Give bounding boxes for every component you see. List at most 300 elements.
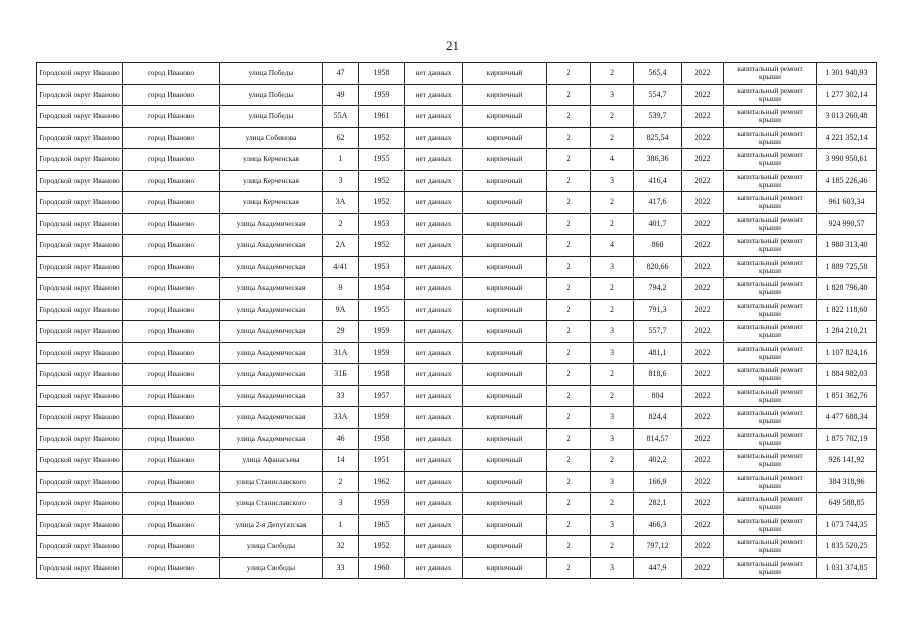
- cell-work-type: капитальный ремонт крыши: [724, 84, 817, 106]
- cell-commission-year: нет данных: [405, 106, 463, 128]
- cell-wall-material: кирпичный: [463, 256, 547, 278]
- cell-build-year: 1957: [359, 385, 405, 407]
- table-row: [37, 63, 877, 85]
- cell-entrances: 3: [591, 84, 634, 106]
- cell-work-type: капитальный ремонт крыши: [724, 63, 817, 85]
- cell-street: улица Афанасьева: [220, 450, 323, 472]
- cell-work-type: капитальный ремонт крыши: [724, 321, 817, 343]
- cell-commission-year: нет данных: [405, 536, 463, 558]
- cell-entrances: 2: [591, 106, 634, 128]
- cell-work-type: капитальный ремонт крыши: [724, 278, 817, 300]
- cell-work-type: капитальный ремонт крыши: [724, 471, 817, 493]
- cell-commission-year: нет данных: [405, 514, 463, 536]
- cell-work-type: капитальный ремонт крыши: [724, 342, 817, 364]
- cell-area: 554,7: [634, 84, 682, 106]
- cell-build-year: 1953: [359, 256, 405, 278]
- table-row: [37, 407, 877, 429]
- cell-settlement: город Иваново: [123, 493, 220, 515]
- cell-house-number: 62: [323, 127, 359, 149]
- cell-commission-year: нет данных: [405, 364, 463, 386]
- cell-municipality: Городской округ Иваново: [37, 364, 123, 386]
- cell-build-year: 1955: [359, 299, 405, 321]
- cell-street: улица Победы: [220, 84, 323, 106]
- cell-plan-year: 2022: [682, 385, 724, 407]
- cell-cost: 4 185 226,46: [817, 170, 877, 192]
- cell-street: улица Станиславского: [220, 471, 323, 493]
- cell-build-year: 1958: [359, 364, 405, 386]
- cell-entrances: 3: [591, 428, 634, 450]
- cell-street: улица 2-я Депутатская: [220, 514, 323, 536]
- cell-street: улица Свободы: [220, 557, 323, 579]
- cell-entrances: 2: [591, 127, 634, 149]
- cell-municipality: Городской округ Иваново: [37, 278, 123, 300]
- cell-street: улица Академическая: [220, 428, 323, 450]
- cell-commission-year: нет данных: [405, 84, 463, 106]
- cell-floors: 2: [547, 536, 591, 558]
- cell-street: улица Академическая: [220, 342, 323, 364]
- cell-settlement: город Иваново: [123, 127, 220, 149]
- cell-work-type: капитальный ремонт крыши: [724, 235, 817, 257]
- cell-municipality: Городской округ Иваново: [37, 170, 123, 192]
- cell-wall-material: кирпичный: [463, 106, 547, 128]
- cell-house-number: 3: [323, 170, 359, 192]
- cell-wall-material: кирпичный: [463, 342, 547, 364]
- cell-wall-material: кирпичный: [463, 321, 547, 343]
- cell-area: 860: [634, 235, 682, 257]
- cell-settlement: город Иваново: [123, 149, 220, 171]
- cell-street: улица Академическая: [220, 299, 323, 321]
- cell-street: улица Академическая: [220, 256, 323, 278]
- cell-floors: 2: [547, 63, 591, 85]
- cell-plan-year: 2022: [682, 84, 724, 106]
- cell-wall-material: кирпичный: [463, 364, 547, 386]
- cell-municipality: Городской округ Иваново: [37, 407, 123, 429]
- cell-area: 794,2: [634, 278, 682, 300]
- cell-build-year: 1959: [359, 493, 405, 515]
- cell-entrances: 3: [591, 321, 634, 343]
- table-body: [37, 63, 877, 579]
- table-row: [37, 450, 877, 472]
- table-row: [37, 127, 877, 149]
- cell-municipality: Городской округ Иваново: [37, 536, 123, 558]
- cell-entrances: 3: [591, 256, 634, 278]
- cell-entrances: 2: [591, 192, 634, 214]
- cell-wall-material: кирпичный: [463, 278, 547, 300]
- cell-settlement: город Иваново: [123, 536, 220, 558]
- cell-plan-year: 2022: [682, 514, 724, 536]
- cell-build-year: 1962: [359, 471, 405, 493]
- cell-floors: 2: [547, 407, 591, 429]
- cell-cost: 1 835 520,25: [817, 536, 877, 558]
- cell-municipality: Городской округ Иваново: [37, 256, 123, 278]
- cell-plan-year: 2022: [682, 278, 724, 300]
- cell-entrances: 2: [591, 364, 634, 386]
- cell-house-number: 14: [323, 450, 359, 472]
- cell-cost: 1 828 796,40: [817, 278, 877, 300]
- cell-commission-year: нет данных: [405, 149, 463, 171]
- cell-build-year: 1965: [359, 514, 405, 536]
- page-number: 21: [446, 38, 459, 53]
- cell-commission-year: нет данных: [405, 299, 463, 321]
- cell-work-type: капитальный ремонт крыши: [724, 514, 817, 536]
- cell-build-year: 1960: [359, 557, 405, 579]
- cell-wall-material: кирпичный: [463, 536, 547, 558]
- cell-area: 166,9: [634, 471, 682, 493]
- cell-commission-year: нет данных: [405, 407, 463, 429]
- cell-area: 416,4: [634, 170, 682, 192]
- cell-cost: 926 141,92: [817, 450, 877, 472]
- cell-commission-year: нет данных: [405, 342, 463, 364]
- cell-house-number: 33А: [323, 407, 359, 429]
- cell-build-year: 1958: [359, 428, 405, 450]
- table-row: [37, 428, 877, 450]
- cell-house-number: 9: [323, 278, 359, 300]
- cell-cost: 1 284 210,21: [817, 321, 877, 343]
- cell-wall-material: кирпичный: [463, 471, 547, 493]
- cell-entrances: 2: [591, 450, 634, 472]
- cell-work-type: капитальный ремонт крыши: [724, 192, 817, 214]
- cell-settlement: город Иваново: [123, 192, 220, 214]
- cell-build-year: 1958: [359, 63, 405, 85]
- table-row: [37, 342, 877, 364]
- cell-municipality: Городской округ Иваново: [37, 192, 123, 214]
- cell-plan-year: 2022: [682, 364, 724, 386]
- cell-cost: 649 588,85: [817, 493, 877, 515]
- cell-municipality: Городской округ Иваново: [37, 514, 123, 536]
- cell-floors: 2: [547, 256, 591, 278]
- cell-floors: 2: [547, 235, 591, 257]
- cell-cost: 1 277 302,14: [817, 84, 877, 106]
- cell-cost: 1 980 313,40: [817, 235, 877, 257]
- cell-work-type: капитальный ремонт крыши: [724, 385, 817, 407]
- cell-build-year: 1952: [359, 170, 405, 192]
- cell-commission-year: нет данных: [405, 278, 463, 300]
- cell-municipality: Городской округ Иваново: [37, 299, 123, 321]
- cell-house-number: 49: [323, 84, 359, 106]
- cell-house-number: 2: [323, 471, 359, 493]
- cell-house-number: 2А: [323, 235, 359, 257]
- cell-house-number: 33: [323, 385, 359, 407]
- cell-build-year: 1952: [359, 536, 405, 558]
- cell-entrances: 3: [591, 342, 634, 364]
- cell-floors: 2: [547, 299, 591, 321]
- cell-work-type: капитальный ремонт крыши: [724, 557, 817, 579]
- cell-build-year: 1952: [359, 127, 405, 149]
- cell-plan-year: 2022: [682, 428, 724, 450]
- cell-floors: 2: [547, 84, 591, 106]
- cell-entrances: 4: [591, 149, 634, 171]
- cell-house-number: 4/41: [323, 256, 359, 278]
- cell-settlement: город Иваново: [123, 84, 220, 106]
- cell-house-number: 47: [323, 63, 359, 85]
- cell-entrances: 3: [591, 557, 634, 579]
- cell-wall-material: кирпичный: [463, 428, 547, 450]
- cell-area: 557,7: [634, 321, 682, 343]
- cell-entrances: 2: [591, 536, 634, 558]
- cell-commission-year: нет данных: [405, 450, 463, 472]
- cell-wall-material: кирпичный: [463, 84, 547, 106]
- cell-area: 818,6: [634, 364, 682, 386]
- cell-floors: 2: [547, 450, 591, 472]
- cell-commission-year: нет данных: [405, 63, 463, 85]
- cell-wall-material: кирпичный: [463, 170, 547, 192]
- cell-street: улица Победы: [220, 63, 323, 85]
- cell-house-number: 31Б: [323, 364, 359, 386]
- cell-commission-year: нет данных: [405, 428, 463, 450]
- cell-cost: 1 031 374,85: [817, 557, 877, 579]
- cell-house-number: 33: [323, 557, 359, 579]
- cell-settlement: город Иваново: [123, 299, 220, 321]
- cell-house-number: 3: [323, 493, 359, 515]
- cell-work-type: капитальный ремонт крыши: [724, 450, 817, 472]
- cell-cost: 4 221 352,14: [817, 127, 877, 149]
- cell-entrances: 3: [591, 407, 634, 429]
- cell-commission-year: нет данных: [405, 471, 463, 493]
- table-row: [37, 84, 877, 106]
- buildings-table: [36, 62, 877, 579]
- table-row: [37, 364, 877, 386]
- cell-wall-material: кирпичный: [463, 192, 547, 214]
- cell-commission-year: нет данных: [405, 256, 463, 278]
- cell-plan-year: 2022: [682, 192, 724, 214]
- cell-house-number: 2: [323, 213, 359, 235]
- cell-municipality: Городской округ Иваново: [37, 557, 123, 579]
- cell-street: улица Академическая: [220, 407, 323, 429]
- cell-work-type: капитальный ремонт крыши: [724, 299, 817, 321]
- cell-area: 825,54: [634, 127, 682, 149]
- cell-area: 814,57: [634, 428, 682, 450]
- cell-street: улица Керченская: [220, 192, 323, 214]
- cell-plan-year: 2022: [682, 170, 724, 192]
- cell-street: улица Собинова: [220, 127, 323, 149]
- cell-wall-material: кирпичный: [463, 127, 547, 149]
- cell-work-type: капитальный ремонт крыши: [724, 256, 817, 278]
- cell-municipality: Городской округ Иваново: [37, 235, 123, 257]
- cell-cost: 4 477 688,34: [817, 407, 877, 429]
- cell-build-year: 1959: [359, 342, 405, 364]
- cell-commission-year: нет данных: [405, 385, 463, 407]
- cell-wall-material: кирпичный: [463, 450, 547, 472]
- cell-plan-year: 2022: [682, 450, 724, 472]
- cell-floors: 2: [547, 149, 591, 171]
- cell-commission-year: нет данных: [405, 213, 463, 235]
- cell-entrances: 2: [591, 278, 634, 300]
- cell-wall-material: кирпичный: [463, 407, 547, 429]
- cell-cost: 1 822 118,60: [817, 299, 877, 321]
- cell-floors: 2: [547, 213, 591, 235]
- table-row: [37, 321, 877, 343]
- cell-area: 386,36: [634, 149, 682, 171]
- cell-house-number: 46: [323, 428, 359, 450]
- cell-plan-year: 2022: [682, 557, 724, 579]
- cell-municipality: Городской округ Иваново: [37, 471, 123, 493]
- cell-entrances: 2: [591, 63, 634, 85]
- cell-build-year: 1961: [359, 106, 405, 128]
- cell-area: 539,7: [634, 106, 682, 128]
- cell-work-type: капитальный ремонт крыши: [724, 428, 817, 450]
- cell-commission-year: нет данных: [405, 557, 463, 579]
- cell-area: 481,1: [634, 342, 682, 364]
- cell-settlement: город Иваново: [123, 278, 220, 300]
- cell-settlement: город Иваново: [123, 213, 220, 235]
- cell-build-year: 1954: [359, 278, 405, 300]
- cell-wall-material: кирпичный: [463, 213, 547, 235]
- cell-street: улица Керченская: [220, 149, 323, 171]
- cell-floors: 2: [547, 428, 591, 450]
- cell-floors: 2: [547, 385, 591, 407]
- cell-plan-year: 2022: [682, 235, 724, 257]
- cell-cost: 384 318,96: [817, 471, 877, 493]
- cell-municipality: Городской округ Иваново: [37, 493, 123, 515]
- cell-area: 466,3: [634, 514, 682, 536]
- cell-municipality: Городской округ Иваново: [37, 385, 123, 407]
- table-row: [37, 278, 877, 300]
- cell-municipality: Городской округ Иваново: [37, 450, 123, 472]
- table-row: [37, 493, 877, 515]
- cell-street: улица Академическая: [220, 213, 323, 235]
- table-row: [37, 149, 877, 171]
- cell-floors: 2: [547, 514, 591, 536]
- cell-street: улица Академическая: [220, 385, 323, 407]
- cell-build-year: 1959: [359, 84, 405, 106]
- cell-plan-year: 2022: [682, 106, 724, 128]
- cell-settlement: город Иваново: [123, 428, 220, 450]
- cell-wall-material: кирпичный: [463, 514, 547, 536]
- cell-house-number: 55А: [323, 106, 359, 128]
- cell-municipality: Городской округ Иваново: [37, 149, 123, 171]
- cell-municipality: Городской округ Иваново: [37, 428, 123, 450]
- table-row: [37, 106, 877, 128]
- cell-area: 417,6: [634, 192, 682, 214]
- cell-area: 797,12: [634, 536, 682, 558]
- cell-commission-year: нет данных: [405, 493, 463, 515]
- cell-municipality: Городской округ Иваново: [37, 106, 123, 128]
- cell-work-type: капитальный ремонт крыши: [724, 213, 817, 235]
- table-row: [37, 536, 877, 558]
- cell-area: 447,9: [634, 557, 682, 579]
- cell-municipality: Городской округ Иваново: [37, 213, 123, 235]
- cell-entrances: 3: [591, 514, 634, 536]
- cell-cost: 1 884 982,03: [817, 364, 877, 386]
- cell-work-type: капитальный ремонт крыши: [724, 106, 817, 128]
- cell-floors: 2: [547, 364, 591, 386]
- cell-build-year: 1959: [359, 407, 405, 429]
- cell-settlement: город Иваново: [123, 364, 220, 386]
- cell-settlement: город Иваново: [123, 342, 220, 364]
- cell-wall-material: кирпичный: [463, 149, 547, 171]
- table-row: [37, 256, 877, 278]
- cell-wall-material: кирпичный: [463, 235, 547, 257]
- cell-area: 804: [634, 385, 682, 407]
- cell-house-number: 3А: [323, 192, 359, 214]
- cell-plan-year: 2022: [682, 149, 724, 171]
- cell-floors: 2: [547, 127, 591, 149]
- cell-build-year: 1953: [359, 213, 405, 235]
- cell-street: улица Станиславского: [220, 493, 323, 515]
- cell-wall-material: кирпичный: [463, 299, 547, 321]
- cell-plan-year: 2022: [682, 299, 724, 321]
- cell-street: улица Академическая: [220, 321, 323, 343]
- cell-plan-year: 2022: [682, 127, 724, 149]
- cell-municipality: Городской округ Иваново: [37, 342, 123, 364]
- cell-commission-year: нет данных: [405, 192, 463, 214]
- cell-floors: 2: [547, 278, 591, 300]
- cell-house-number: 1: [323, 149, 359, 171]
- cell-settlement: город Иваново: [123, 321, 220, 343]
- cell-area: 401,7: [634, 213, 682, 235]
- cell-floors: 2: [547, 106, 591, 128]
- cell-house-number: 9А: [323, 299, 359, 321]
- cell-commission-year: нет данных: [405, 321, 463, 343]
- cell-work-type: капитальный ремонт крыши: [724, 364, 817, 386]
- cell-work-type: капитальный ремонт крыши: [724, 149, 817, 171]
- cell-settlement: город Иваново: [123, 450, 220, 472]
- cell-build-year: 1955: [359, 149, 405, 171]
- table-row: [37, 299, 877, 321]
- cell-cost: 3 013 260,48: [817, 106, 877, 128]
- cell-settlement: город Иваново: [123, 385, 220, 407]
- cell-area: 824,4: [634, 407, 682, 429]
- cell-floors: 2: [547, 170, 591, 192]
- cell-wall-material: кирпичный: [463, 63, 547, 85]
- cell-cost: 3 990 950,61: [817, 149, 877, 171]
- cell-house-number: 29: [323, 321, 359, 343]
- cell-build-year: 1952: [359, 235, 405, 257]
- cell-entrances: 3: [591, 471, 634, 493]
- cell-area: 402,2: [634, 450, 682, 472]
- cell-settlement: город Иваново: [123, 514, 220, 536]
- cell-floors: 2: [547, 471, 591, 493]
- cell-wall-material: кирпичный: [463, 385, 547, 407]
- cell-work-type: капитальный ремонт крыши: [724, 170, 817, 192]
- cell-cost: 1 301 940,93: [817, 63, 877, 85]
- table-row: [37, 170, 877, 192]
- cell-cost: 1 875 702,19: [817, 428, 877, 450]
- table-row: [37, 213, 877, 235]
- cell-commission-year: нет данных: [405, 127, 463, 149]
- cell-house-number: 1: [323, 514, 359, 536]
- cell-settlement: город Иваново: [123, 256, 220, 278]
- cell-entrances: 2: [591, 213, 634, 235]
- cell-build-year: 1951: [359, 450, 405, 472]
- cell-area: 820,66: [634, 256, 682, 278]
- cell-street: улица Академическая: [220, 235, 323, 257]
- cell-street: улица Академическая: [220, 278, 323, 300]
- cell-work-type: капитальный ремонт крыши: [724, 536, 817, 558]
- cell-entrances: 2: [591, 299, 634, 321]
- cell-cost: 961 603,34: [817, 192, 877, 214]
- cell-wall-material: кирпичный: [463, 493, 547, 515]
- cell-settlement: город Иваново: [123, 106, 220, 128]
- cell-plan-year: 2022: [682, 256, 724, 278]
- cell-settlement: город Иваново: [123, 235, 220, 257]
- cell-entrances: 2: [591, 493, 634, 515]
- cell-floors: 2: [547, 321, 591, 343]
- cell-house-number: 31А: [323, 342, 359, 364]
- cell-plan-year: 2022: [682, 493, 724, 515]
- cell-entrances: 2: [591, 385, 634, 407]
- cell-street: улица Победы: [220, 106, 323, 128]
- cell-house-number: 32: [323, 536, 359, 558]
- table-row: [37, 192, 877, 214]
- table-row: [37, 471, 877, 493]
- cell-floors: 2: [547, 557, 591, 579]
- cell-municipality: Городской округ Иваново: [37, 84, 123, 106]
- cell-cost: 1 889 725,58: [817, 256, 877, 278]
- cell-cost: 1 851 362,76: [817, 385, 877, 407]
- cell-plan-year: 2022: [682, 471, 724, 493]
- cell-settlement: город Иваново: [123, 63, 220, 85]
